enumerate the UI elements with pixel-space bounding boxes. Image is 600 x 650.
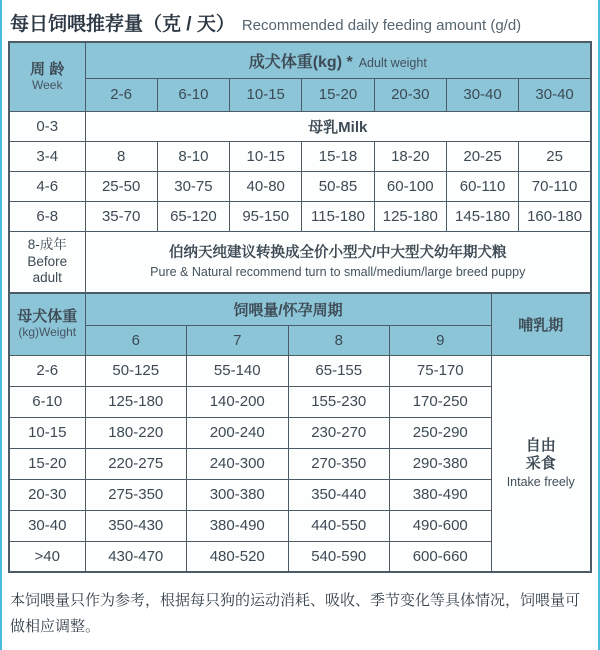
value-cell: 220-275 bbox=[85, 448, 187, 479]
value-cell: 20-25 bbox=[446, 141, 518, 171]
value-cell: 440-550 bbox=[288, 510, 390, 541]
lactation-merged-cell bbox=[491, 355, 591, 572]
transition-week-en1: Before bbox=[27, 253, 68, 269]
value-cell: 275-350 bbox=[85, 479, 187, 510]
dam-weight-header-zh: 母犬体重 bbox=[17, 308, 78, 326]
value-cell: 10-15 bbox=[230, 141, 302, 171]
weight-cell: 30-40 bbox=[9, 510, 85, 541]
table-row bbox=[9, 171, 591, 201]
week-cell: 0-3 bbox=[9, 111, 85, 141]
gestation-week-header: 9 bbox=[390, 325, 492, 355]
weight-col-header: 20-30 bbox=[374, 78, 446, 111]
weight-col-header: 30-40 bbox=[519, 78, 591, 111]
milk-merged-cell: 母乳Milk bbox=[85, 111, 591, 141]
gestation-week-header: 8 bbox=[288, 325, 390, 355]
week-header-en: Week bbox=[32, 77, 63, 92]
page-edge-line-left bbox=[0, 0, 2, 650]
gestation-week-header: 6 bbox=[85, 325, 187, 355]
weight-col-header: 30-40 bbox=[446, 78, 518, 111]
week-cell bbox=[9, 231, 85, 293]
value-cell: 115-180 bbox=[302, 201, 374, 231]
table-row-milk bbox=[9, 111, 591, 141]
puppy-header-row-1 bbox=[9, 42, 591, 78]
value-cell: 60-100 bbox=[374, 171, 446, 201]
page-title-en: Recommended daily feeding amount (g/d) bbox=[241, 17, 522, 34]
value-cell: 490-600 bbox=[390, 510, 492, 541]
value-cell: 350-430 bbox=[85, 510, 187, 541]
value-cell: 65-155 bbox=[288, 355, 390, 386]
value-cell: 55-140 bbox=[187, 355, 289, 386]
gestation-week-header: 7 bbox=[187, 325, 289, 355]
value-cell: 125-180 bbox=[374, 201, 446, 231]
value-cell: 125-180 bbox=[85, 386, 187, 417]
week-cell: 3-4 bbox=[9, 141, 85, 171]
dam-weight-column-header bbox=[9, 293, 85, 355]
week-header-zh: 周 龄 bbox=[30, 60, 65, 78]
week-cell: 6-8 bbox=[9, 201, 85, 231]
page-title-zh: 每日饲喂推荐量（克 / 天） bbox=[10, 14, 235, 35]
value-cell: 155-230 bbox=[288, 386, 390, 417]
pregnancy-feeding-table bbox=[8, 292, 592, 573]
value-cell: 15-18 bbox=[302, 141, 374, 171]
value-cell: 380-490 bbox=[390, 479, 492, 510]
value-cell: 480-520 bbox=[187, 541, 289, 572]
value-cell: 60-110 bbox=[446, 171, 518, 201]
table-row bbox=[9, 355, 591, 386]
value-cell: 140-200 bbox=[187, 386, 289, 417]
puppy-header-row-2 bbox=[9, 78, 591, 111]
value-cell: 270-350 bbox=[288, 448, 390, 479]
value-cell: 600-660 bbox=[390, 541, 492, 572]
pregnancy-header-row-1 bbox=[9, 293, 591, 325]
value-cell: 50-125 bbox=[85, 355, 187, 386]
puppy-feeding-table bbox=[8, 41, 592, 294]
value-cell: 75-170 bbox=[390, 355, 492, 386]
value-cell: 18-20 bbox=[374, 141, 446, 171]
weight-cell: 20-30 bbox=[9, 479, 85, 510]
value-cell: 250-290 bbox=[390, 417, 492, 448]
weight-cell: 6-10 bbox=[9, 386, 85, 417]
weight-cell: >40 bbox=[9, 541, 85, 572]
adult-weight-header-zh: 成犬体重(kg) * bbox=[248, 53, 353, 71]
feeding-table bbox=[8, 41, 592, 573]
transition-week-zh: 8-成年 bbox=[27, 237, 67, 253]
weight-col-header: 15-20 bbox=[302, 78, 374, 111]
value-cell: 95-150 bbox=[230, 201, 302, 231]
table-row-transition bbox=[9, 231, 591, 293]
footer-note: 本饲喂量只作为参考，根据每只狗的运动消耗、吸收、季节变化等具体情况，饲喂量可做相应调整。 bbox=[10, 592, 581, 636]
value-cell: 240-300 bbox=[187, 448, 289, 479]
value-cell: 70-110 bbox=[519, 171, 591, 201]
value-cell: 65-120 bbox=[157, 201, 229, 231]
value-cell: 8 bbox=[85, 141, 157, 171]
weight-cell: 15-20 bbox=[9, 448, 85, 479]
gestation-group-header: 饲喂量/怀孕周期 bbox=[85, 293, 491, 325]
transition-week-en2: adult bbox=[32, 269, 62, 285]
value-cell: 540-590 bbox=[288, 541, 390, 572]
weight-col-header: 10-15 bbox=[230, 78, 302, 111]
transition-text-en: Pure & Natural recommend turn to small/medium/large breed puppy bbox=[150, 265, 526, 280]
value-cell: 350-440 bbox=[288, 479, 390, 510]
value-cell: 170-250 bbox=[390, 386, 492, 417]
lactation-column-header: 哺乳期 bbox=[491, 293, 591, 355]
value-cell: 50-85 bbox=[302, 171, 374, 201]
weight-cell: 2-6 bbox=[9, 355, 85, 386]
value-cell: 160-180 bbox=[519, 201, 591, 231]
adult-weight-header-en: Adult weight bbox=[358, 55, 427, 70]
week-column-header bbox=[9, 42, 85, 111]
value-cell: 145-180 bbox=[446, 201, 518, 231]
value-cell: 35-70 bbox=[85, 201, 157, 231]
value-cell: 380-490 bbox=[187, 510, 289, 541]
weight-col-header: 6-10 bbox=[157, 78, 229, 111]
table-row bbox=[9, 141, 591, 171]
value-cell: 200-240 bbox=[187, 417, 289, 448]
dam-weight-header-en: (kg)Weight bbox=[18, 325, 77, 340]
value-cell: 180-220 bbox=[85, 417, 187, 448]
value-cell: 430-470 bbox=[85, 541, 187, 572]
adult-weight-group-header bbox=[85, 42, 591, 78]
value-cell: 230-270 bbox=[288, 417, 390, 448]
lactation-text-en: Intake freely bbox=[506, 475, 575, 490]
weight-cell: 10-15 bbox=[9, 417, 85, 448]
value-cell: 25-50 bbox=[85, 171, 157, 201]
weight-col-header: 2-6 bbox=[85, 78, 157, 111]
table-row bbox=[9, 201, 591, 231]
week-cell: 4-6 bbox=[9, 171, 85, 201]
lactation-text-zh1: 自由 bbox=[525, 437, 556, 455]
value-cell: 30-75 bbox=[157, 171, 229, 201]
lactation-text-zh2: 采食 bbox=[525, 455, 556, 473]
transition-merged-cell bbox=[85, 231, 591, 293]
value-cell: 290-380 bbox=[390, 448, 492, 479]
value-cell: 300-380 bbox=[187, 479, 289, 510]
value-cell: 40-80 bbox=[230, 171, 302, 201]
value-cell: 8-10 bbox=[157, 141, 229, 171]
transition-text-zh: 伯纳天纯建议转换成全价小型犬/中大型犬幼年期犬粮 bbox=[168, 245, 507, 262]
page-title bbox=[0, 0, 600, 41]
value-cell: 25 bbox=[519, 141, 591, 171]
